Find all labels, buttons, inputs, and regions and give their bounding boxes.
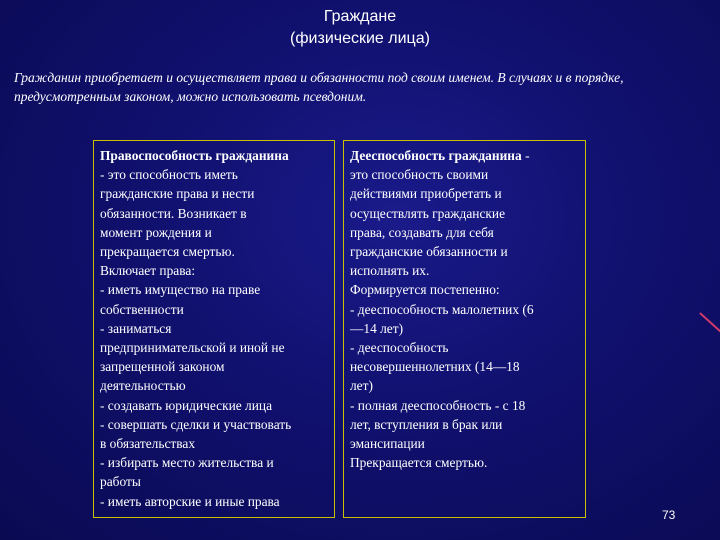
active-capacity-line: права, создавать для себя xyxy=(350,224,494,240)
active-capacity-line: гражданские обязанности и xyxy=(350,244,508,260)
legal-capacity-line: - иметь имущество на праве xyxy=(100,282,261,298)
legal-capacity-line: Включает права: xyxy=(100,263,196,279)
active-capacity-heading: Дееспособность гражданина xyxy=(350,148,522,163)
legal-capacity-line: - создавать юридические лица xyxy=(100,397,273,413)
active-capacity-line: - полная дееспособность - с 18 xyxy=(350,397,526,413)
active-capacity-line: исполнять их. xyxy=(350,263,430,279)
decorative-line xyxy=(699,312,720,333)
legal-capacity-line: - иметь авторские и иные права xyxy=(100,493,280,509)
active-capacity-line: —14 лет) xyxy=(350,320,404,336)
active-capacity-line: лет) xyxy=(350,378,373,394)
active-capacity-line: несовершеннолетних (14—18 xyxy=(350,359,520,375)
legal-capacity-heading: Правоспособность гражданина xyxy=(100,148,289,163)
active-capacity-heading-dash: - xyxy=(521,148,530,163)
active-capacity-line: осуществлять гражданские xyxy=(350,205,506,221)
legal-capacity-line: работы xyxy=(100,474,141,490)
active-capacity-box xyxy=(343,140,586,518)
title-line-1: Граждане xyxy=(323,8,397,25)
page-number: 73 xyxy=(662,508,676,522)
intro-text: Гражданин приобретает и осуществляет права и обязанности под своим именем. В случаях и в порядке, предусмотренным законом, можно использовать псевдоним. xyxy=(14,70,624,104)
legal-capacity-line: - избирать место жительства и xyxy=(100,455,274,471)
active-capacity-line: - дееспособность xyxy=(350,340,449,356)
active-capacity-heading-row xyxy=(350,146,579,165)
active-capacity-line: Прекращается смертью. xyxy=(350,455,488,471)
legal-capacity-box xyxy=(93,140,335,518)
active-capacity-line: действиями приобретать и xyxy=(350,186,502,202)
legal-capacity-line: деятельностью xyxy=(100,378,186,394)
active-capacity-line: это способность своими xyxy=(350,167,489,183)
legal-capacity-line: гражданские права и нести xyxy=(100,186,255,202)
legal-capacity-line: предпринимательской и иной не xyxy=(100,340,285,356)
legal-capacity-line: - заниматься xyxy=(100,320,172,336)
active-capacity-line: Формируется постепенно: xyxy=(350,282,500,298)
legal-capacity-line: в обязательствах xyxy=(100,436,196,452)
legal-capacity-line: - это способность иметь xyxy=(100,167,238,183)
legal-capacity-line: - совершать сделки и участвовать xyxy=(100,416,292,432)
legal-capacity-line: собственности xyxy=(100,301,184,317)
title-line-2: (физические лица) xyxy=(290,30,430,47)
legal-capacity-line: запрещенной законом xyxy=(100,359,225,375)
active-capacity-line: лет, вступления в брак или xyxy=(350,416,503,432)
legal-capacity-line: обязанности. Возникает в xyxy=(100,205,247,221)
slide-title xyxy=(0,6,720,50)
legal-capacity-line: момент рождения и xyxy=(100,224,212,240)
active-capacity-line: - дееспособность малолетних (6 xyxy=(350,301,534,317)
legal-capacity-line: прекращается смертью. xyxy=(100,244,235,260)
active-capacity-line: эмансипации xyxy=(350,436,425,452)
